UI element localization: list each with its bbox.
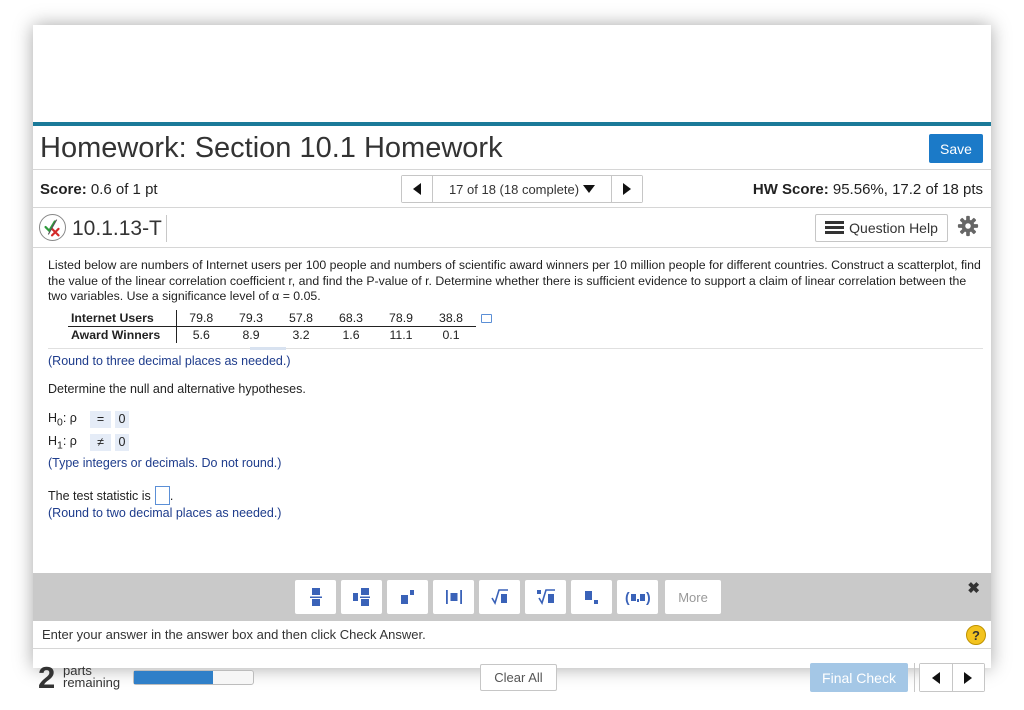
hw-score	[753, 181, 983, 198]
hw-score-label: HW Score:	[752, 181, 829, 198]
parts-remaining-label: parts remaining	[63, 663, 121, 690]
caret-right-icon	[623, 183, 631, 195]
ordered-pair-tool-button[interactable]	[617, 580, 658, 614]
copy-table-icon[interactable]	[481, 314, 492, 323]
parts-remaining-count: 2	[38, 660, 56, 695]
question-content	[33, 248, 991, 573]
table-cell: 68.3	[326, 310, 376, 327]
question-bar	[33, 208, 991, 248]
row-header: Internet Users	[68, 310, 176, 327]
footer	[33, 649, 991, 705]
previous-button[interactable]	[920, 664, 952, 691]
question-id: 10.1.13-T	[72, 217, 162, 240]
score	[40, 181, 158, 198]
divider	[166, 215, 167, 242]
page-header	[33, 126, 991, 170]
table-cell: 1.6	[342, 328, 360, 342]
score-bar	[33, 170, 991, 208]
divider	[48, 348, 983, 349]
divider	[914, 663, 915, 692]
list-icon	[825, 221, 844, 235]
test-statistic-line: The test statistic is .	[48, 486, 173, 505]
caret-left-icon	[413, 183, 421, 195]
question-navigator	[401, 175, 643, 203]
alternative-operator-select[interactable]: ≠	[90, 434, 111, 451]
caret-down-icon	[583, 185, 595, 193]
table-cell: 38.8	[426, 310, 476, 327]
fraction-tool-button[interactable]	[295, 580, 336, 614]
row-header: Award Winners	[68, 327, 176, 344]
table-cell: 57.8	[276, 310, 326, 327]
subscript-icon	[585, 589, 599, 605]
more-tools-button[interactable]: More	[665, 580, 721, 614]
null-hypothesis: $H_0$: ρ = 0	[48, 411, 129, 428]
math-tools	[295, 580, 721, 614]
nth-root-tool-button[interactable]	[525, 580, 566, 614]
table-cell: 79.8	[176, 310, 226, 327]
table-row	[68, 327, 476, 344]
next-button[interactable]	[952, 664, 985, 691]
fraction-icon	[310, 587, 322, 607]
partial-credit-icon	[39, 214, 66, 241]
table-row	[68, 310, 476, 327]
table-cell: 11.1	[389, 328, 413, 342]
square-root-icon	[491, 589, 509, 605]
app-window	[33, 25, 991, 695]
progress-fill	[134, 671, 213, 684]
mixed-number-tool-button[interactable]	[341, 580, 382, 614]
progress-bar	[133, 670, 254, 685]
table-cell: 78.9	[376, 310, 426, 327]
mixed-number-icon	[353, 587, 371, 607]
caret-left-icon	[932, 672, 940, 684]
exponent-tool-button[interactable]	[387, 580, 428, 614]
problem-statement: Listed below are numbers of Internet users per 100 people and numbers of scientific award winners per 10 million people for different countries. Construct a scatterplot, find the value of the linear correlation coefficient r, and find the P-value of r. Determine whether there is sufficient evidence to support a claim of linear correlation between the two variables. Use a significance level of α = 0.05.	[48, 258, 981, 303]
svg-text:(: (	[624, 589, 630, 605]
data-table	[68, 310, 476, 343]
exponent-icon	[401, 589, 415, 605]
math-toolbar	[33, 573, 991, 621]
table-cell: 79.3	[226, 310, 276, 327]
test-statistic-label: The test statistic is	[48, 488, 151, 503]
null-value-input[interactable]: 0	[115, 411, 129, 428]
question-position: 17 of 18 (18 complete)	[448, 181, 580, 197]
hw-score-value: 95.56%, 17.2 of 18 pts	[832, 181, 983, 198]
absolute-value-tool-button[interactable]	[433, 580, 474, 614]
hypotheses-prompt: Determine the null and alternative hypotheses.	[48, 382, 306, 396]
table-cell: 0.1	[442, 328, 460, 342]
square-root-tool-button[interactable]	[479, 580, 520, 614]
instruction-bar	[33, 621, 991, 649]
caret-right-icon	[964, 672, 972, 684]
question-help-button[interactable]	[815, 214, 948, 242]
footer-navigator	[919, 663, 985, 692]
type-note: (Type integers or decimals. Do not round.)	[48, 456, 282, 470]
close-icon[interactable]: ✖	[967, 580, 980, 597]
table-cell: 5.6	[192, 328, 210, 342]
subscript-tool-button[interactable]	[571, 580, 612, 614]
gear-icon[interactable]	[957, 215, 979, 237]
previous-question-button[interactable]	[402, 176, 432, 202]
null-operator-select[interactable]: =	[90, 411, 111, 428]
score-value: 0.6 of 1 pt	[90, 181, 158, 198]
blank-banner	[33, 25, 991, 122]
save-button[interactable]: Save	[929, 134, 983, 163]
table-cell: 3.2	[292, 328, 310, 342]
final-check-button[interactable]: Final Check	[810, 663, 908, 692]
svg-text:): )	[645, 589, 651, 605]
drag-handle[interactable]	[250, 347, 286, 350]
score-label: Score:	[40, 181, 87, 198]
nth-root-icon	[536, 589, 556, 605]
alternative-hypothesis: $H_1$: ρ ≠ 0	[48, 434, 129, 451]
next-question-button[interactable]	[612, 176, 642, 202]
round-note: (Round to three decimal places as needed.)	[48, 354, 291, 368]
page-title: Homework: Section 10.1 Homework	[40, 132, 503, 164]
question-selector[interactable]	[432, 176, 612, 202]
absolute-value-icon	[446, 589, 462, 605]
table-cell: 8.9	[242, 328, 260, 342]
clear-all-button[interactable]: Clear All	[480, 664, 557, 691]
alternative-value-input[interactable]: 0	[115, 434, 129, 451]
ordered-pair-icon	[625, 589, 651, 605]
question-help-label: Question Help	[849, 220, 938, 236]
help-icon[interactable]: ?	[966, 625, 986, 645]
round-note: (Round to two decimal places as needed.)	[48, 506, 282, 520]
instruction-text: Enter your answer in the answer box and then click Check Answer.	[42, 627, 426, 642]
test-statistic-input[interactable]	[155, 486, 170, 505]
